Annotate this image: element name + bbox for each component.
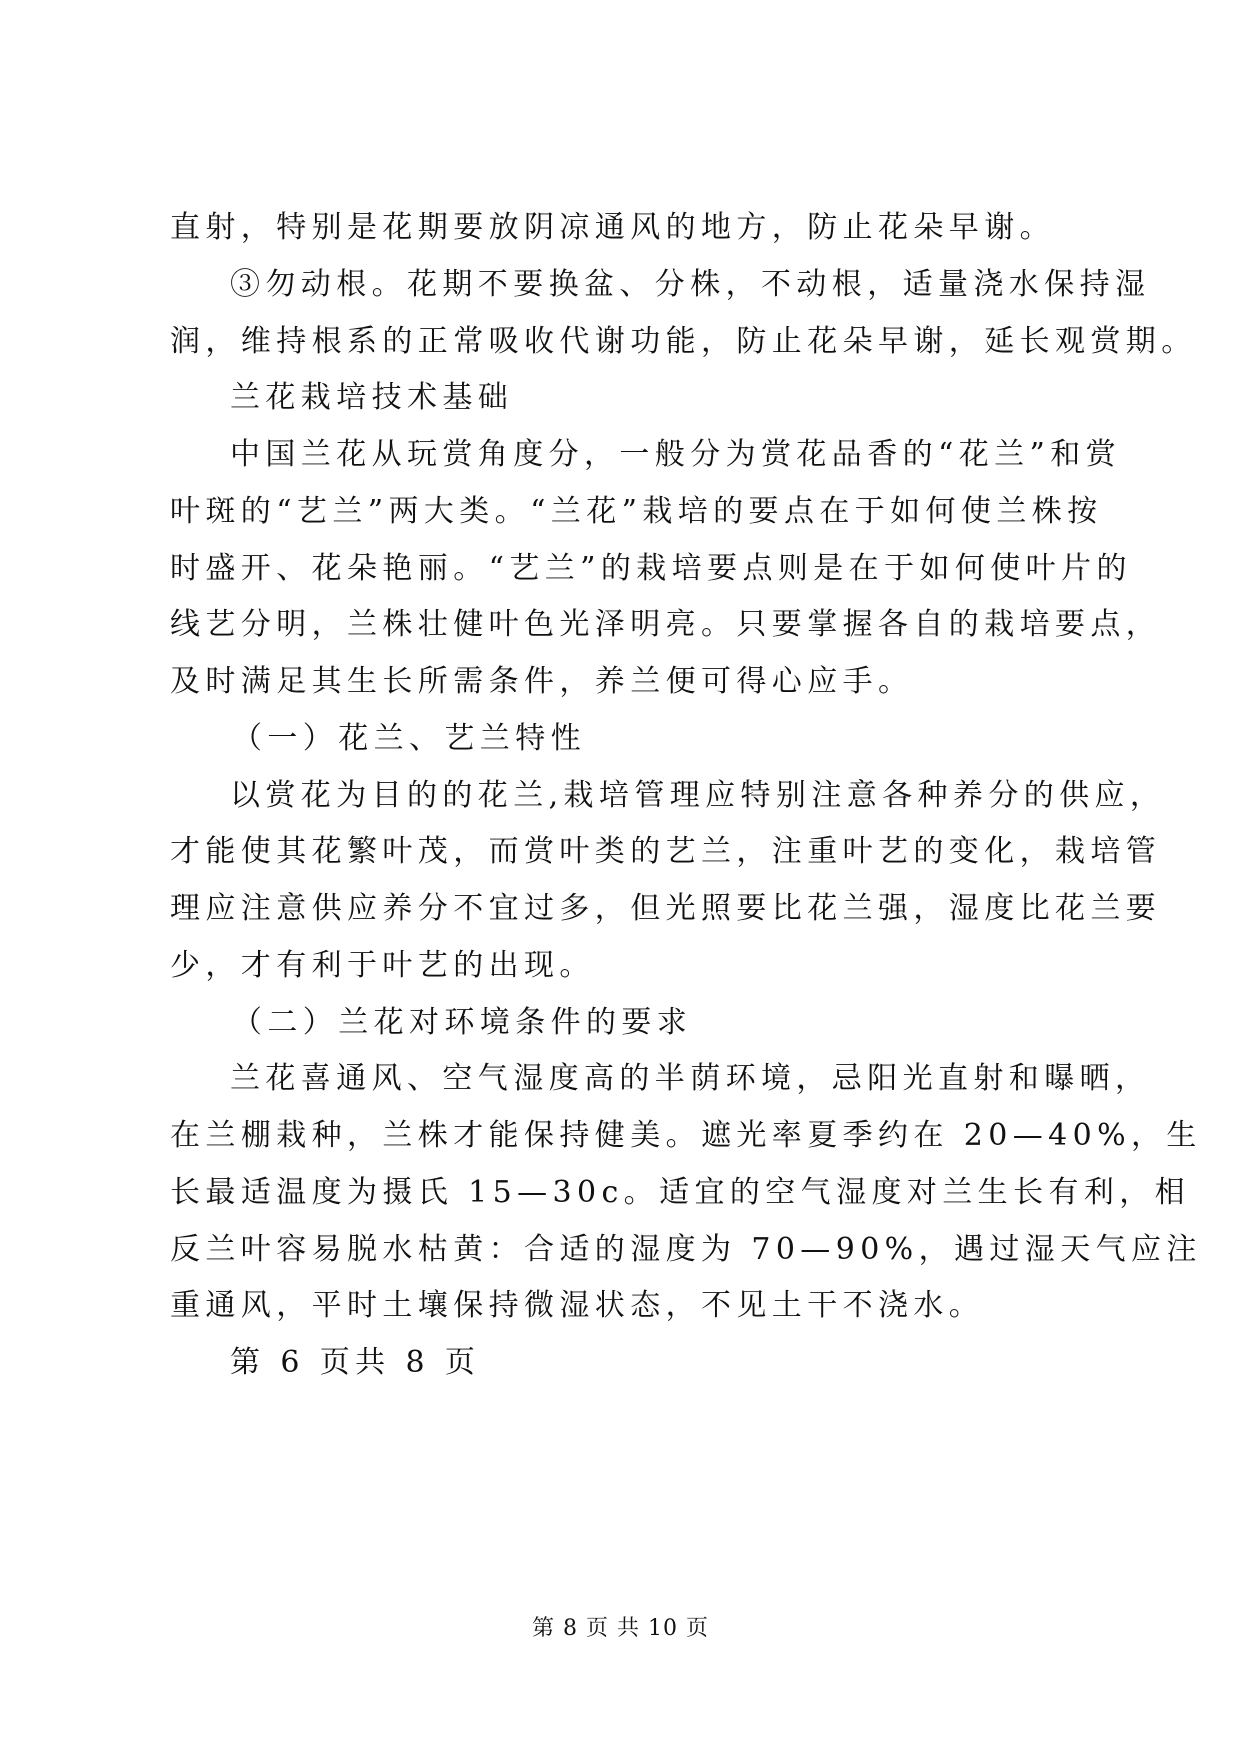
text-line-2: ③勿动根。花期不要换盆、分株，不动根，适量浇水保持湿: [230, 267, 1151, 302]
text-line-20: 重通风，平时土壤保持微湿状态，不见土干不浇水。: [170, 1288, 985, 1323]
text-line-19: 反兰叶容易脱水枯黄：合适的湿度为 70—90%，遇过湿天气应注: [170, 1232, 1202, 1267]
section-heading: 兰花栽培技术基础: [230, 380, 514, 415]
text-line-8: 线艺分明，兰株壮健叶色光泽明亮。只要掌握各自的栽培要点，: [170, 607, 1162, 642]
text-line-11: 以赏花为目的的花兰,栽培管理应特别注意各种养分的供应，: [230, 778, 1166, 813]
text-line-7: 时盛开、花朵艳丽。“艺兰”的栽培要点则是在于如何使叶片的: [170, 551, 1132, 586]
text-line-3: 润，维持根系的正常吸收代谢功能，防止花朵早谢，延长观赏期。: [170, 324, 1197, 359]
text-line-17: 在兰棚栽种，兰株才能保持健美。遮光率夏季约在 20—40%，生: [170, 1118, 1202, 1153]
text-line-6: 叶斑的“艺兰”两大类。“兰花”栽培的要点在于如何使兰株按: [170, 494, 1103, 529]
subheading-2: （二）兰花对环境条件的要求: [232, 1005, 693, 1040]
text-line-1: 直射，特别是花期要放阴凉通风的地方，防止花朵早谢。: [170, 210, 1055, 245]
text-line-18: 长最适温度为摄氏 15—30c。适宜的空气湿度对兰生长有利，相: [170, 1175, 1191, 1210]
text-line-16: 兰花喜通风、空气湿度高的半荫环境，忌阳光直射和曝晒，: [230, 1061, 1151, 1096]
text-line-5: 中国兰花从玩赏角度分，一般分为赏花品香的“花兰”和赏: [230, 437, 1122, 472]
text-line-13: 理应注意供应养分不宜过多，但光照要比花兰强，湿度比花兰要: [170, 891, 1162, 926]
text-line-12: 才能使其花繁叶茂，而赏叶类的艺兰，注重叶艺的变化，栽培管: [170, 834, 1162, 869]
inline-page-note: 第 6 页共 8 页: [230, 1345, 481, 1380]
page-footer: 第 8 页 共 10 页: [532, 1616, 709, 1641]
text-line-14: 少，才有利于叶艺的出现。: [170, 948, 595, 983]
text-line-9: 及时满足其生长所需条件，养兰便可得心应手。: [170, 664, 914, 699]
subheading-1: （一）花兰、艺兰特性: [232, 721, 586, 756]
